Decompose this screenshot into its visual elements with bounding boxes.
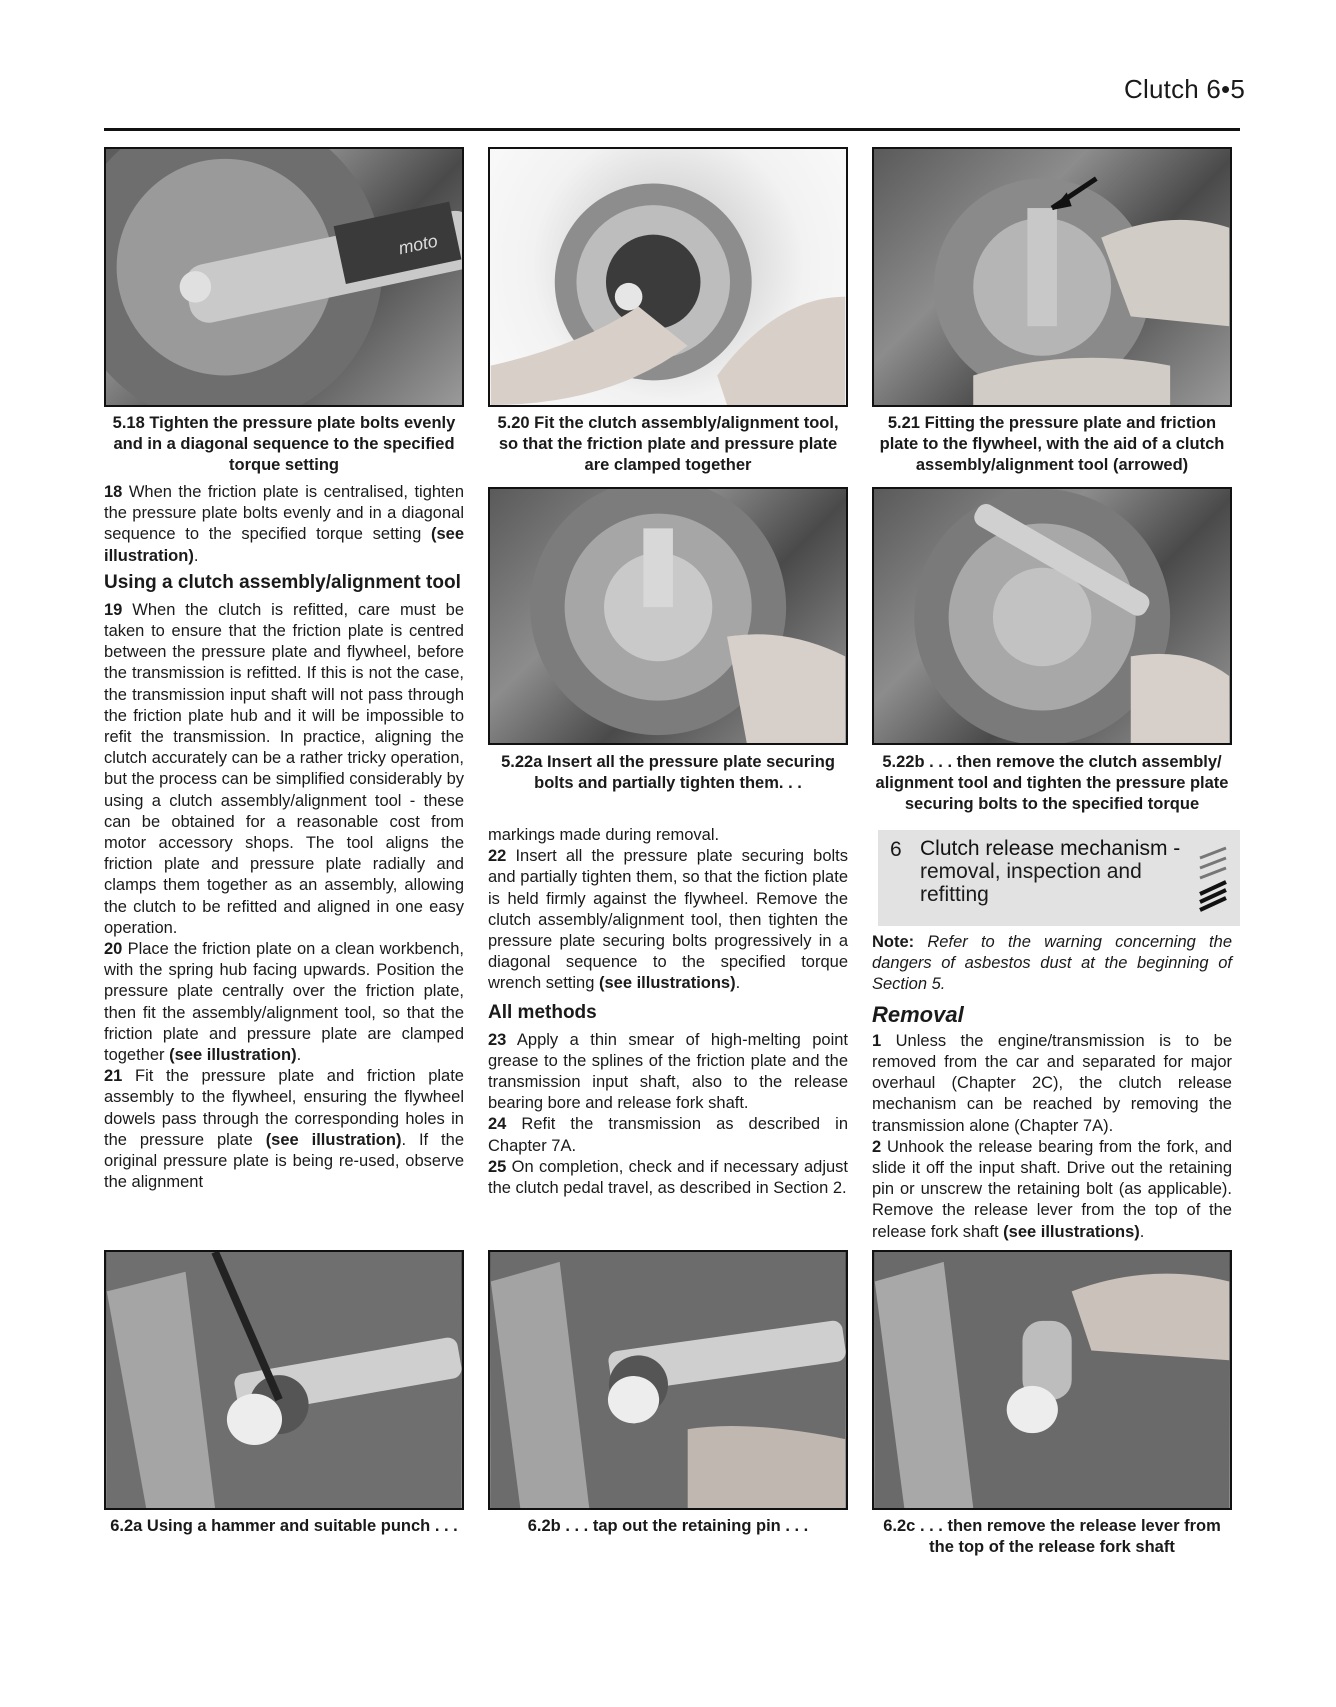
- caption-5-18: 5.18 Tighten the pressure plate bolts evenly and in a diagonal sequence to the specified torque setting: [112, 414, 456, 474]
- paragraph-25: 25 On completion, check and if necessary adjust the clutch pedal travel, as described in Section 2.: [488, 1157, 848, 1198]
- caption-5-22b: 5.22b . . . then remove the clutch assembly/ alignment tool and tighten the pressure plate securing bolts to the specified torque: [875, 753, 1229, 813]
- paragraph-18: 18 When the friction plate is centralised, tighten the pressure plate bolts evenly and in a diagonal sequence to the specified torque setting (see illustration).: [104, 483, 464, 565]
- column-1: [104, 482, 464, 1194]
- section-number: 6: [890, 838, 902, 861]
- page-header: Clutch 6•5: [1124, 74, 1245, 104]
- photo-6-2b: [488, 1250, 848, 1510]
- photo-5-22a: [488, 487, 848, 745]
- photo-5-21: [872, 147, 1232, 407]
- photo-6-2c: [872, 1250, 1232, 1510]
- photo-5-18: [104, 147, 464, 407]
- caption-5-21: 5.21 Fitting the pressure plate and friction plate to the flywheel, with the aid of a clutch assembly/alignment tool (arrowed): [879, 414, 1225, 474]
- paragraph-19: 19 When the clutch is refitted, care must be taken to ensure that the friction plate is centred between the pressure plate and flywheel, before the transmission is refitted. If this is not the case, the transmission input shaft will not pass through the friction plate hub and it will be impossible to refit the transmission. In practice, aligning the clutch accurately can be a rather tricky operation, but the process can be simplified considerably by using a clutch assembly/alignment tool - these can be obtained for a reasonable cost from motor accessory shops. The tool aligns the friction plate and pressure plate radially and clamps them together as an assembly, allowing the clutch to be refitted and aligned in one easy operation.: [104, 600, 464, 937]
- subheading-all-methods: All methods: [488, 1001, 597, 1023]
- section-6-heading: [878, 830, 1240, 926]
- paragraph-1: 1 Unless the engine/transmission is to be removed from the car and separated for major overhaul (Chapter 2C), the clutch release mechanism can be reached by removing the transmission alone (Chapter 7A).: [872, 1031, 1232, 1135]
- paragraph-24: 24 Refit the transmission as described in Chapter 7A.: [488, 1115, 848, 1155]
- caption-5-22a: 5.22a Insert all the pressure plate securing bolts and partially tighten them. . .: [501, 753, 835, 792]
- caption-6-2a: 6.2a Using a hammer and suitable punch . . .: [110, 1517, 458, 1535]
- subheading-alignment-tool: Using a clutch assembly/alignment tool: [104, 571, 461, 593]
- subheading-removal: Removal: [872, 1001, 964, 1027]
- paragraph-22: 22 Insert all the pressure plate securing bolts and partially tighten them, so that the fiction plate is held firmly against the flywheel. Remove the clutch assembly/alignment tool, then tighten the pressure plate securing bolts progressively in a diagonal sequence to the specified torque wrench setting (see illustrations).: [488, 847, 848, 993]
- caption-5-20: 5.20 Fit the clutch assembly/alignment tool, so that the friction plate and pressure plate are clamped together: [497, 414, 839, 474]
- paragraph-2: 2 Unhook the release bearing from the fork, and slide it off the input shaft. Drive out the retaining pin or unscrew the retaining bolt (as applicable). Remove the release lever from the top of the release fork shaft (see illustrations).: [872, 1137, 1232, 1241]
- column-2: [488, 825, 848, 1199]
- header-rule: [104, 128, 1240, 131]
- paragraph-20: 20 Place the friction plate on a clean workbench, with the spring hub facing upwards. Position the pressure plate centrally over the friction plate, then fit the assembly/alignment tool, so that the friction plate and pressure plate are clamped together (see illustration).: [104, 940, 464, 1065]
- difficulty-spanner-icon: [1196, 844, 1232, 914]
- paragraph-cont: markings made during removal.: [488, 826, 720, 844]
- asbestos-note: Note: Refer to the warning concerning the dangers of asbestos dust at the beginning of Section 5.: [872, 933, 1232, 994]
- photo-5-22b: [872, 487, 1232, 745]
- caption-6-2c: 6.2c . . . then remove the release lever from the top of the release fork shaft: [883, 1517, 1221, 1556]
- brand-text: moto: [396, 230, 440, 259]
- paragraph-23: 23 Apply a thin smear of high-melting point grease to the splines of the friction plate and the transmission input shaft, also to the release bearing bore and release fork shaft.: [488, 1030, 848, 1113]
- column-3: [872, 932, 1232, 1243]
- torque-wrench-illustration: [106, 149, 462, 405]
- section-title: Clutch release mechanism - removal, inspection and refitting: [920, 837, 1181, 906]
- paragraph-21: 21 Fit the pressure plate and friction plate assembly to the flywheel, ensuring the flywheel dowels pass through the corresponding holes in the pressure plate (see illustration). If the original pressure plate is being re-used, observe the alignment: [104, 1067, 464, 1192]
- caption-6-2b: 6.2b . . . tap out the retaining pin . . .: [527, 1517, 809, 1535]
- photo-6-2a: [104, 1250, 464, 1510]
- photo-5-20: [488, 147, 848, 407]
